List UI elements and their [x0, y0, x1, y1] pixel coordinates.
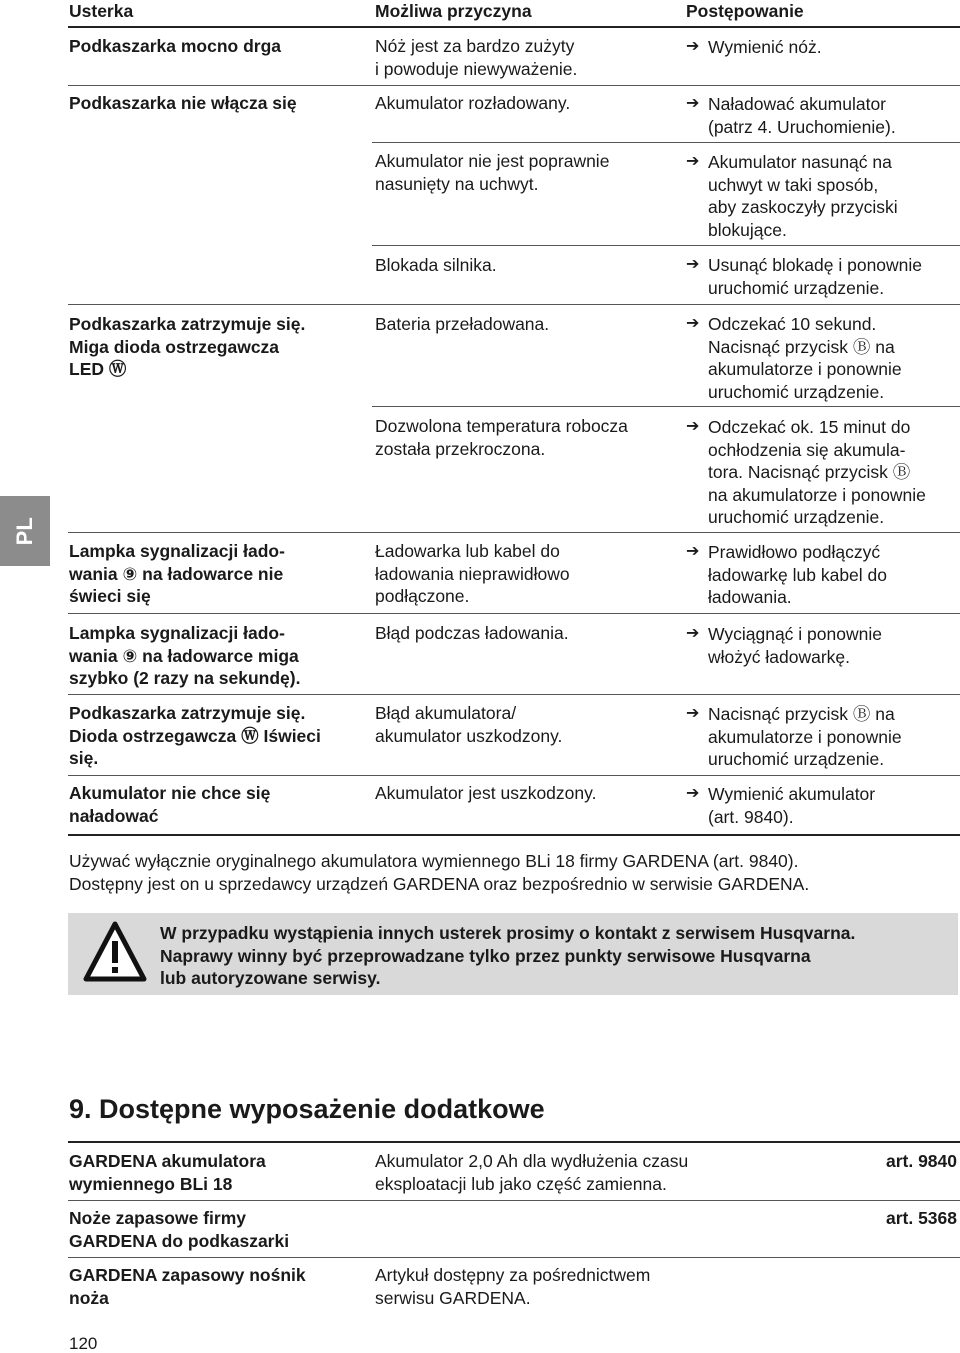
arrow-icon: ➔ [686, 95, 700, 112]
table-row-action: Odczekać ok. 15 minut do ochłodzenia się akumula- tora. Nacisnąć przycisk Ⓑ na akumulatorze i ponownie uruchomić urządzenie. [708, 417, 926, 527]
table-row-problem: Akumulator nie chce się naładować [69, 783, 271, 826]
arrow-icon: ➔ [686, 705, 700, 722]
language-tab-label: PL [11, 517, 37, 546]
row-rule [68, 532, 960, 533]
table-row-problem: Podkaszarka nie włącza się [69, 93, 297, 113]
table-row-cause: Błąd podczas ładowania. [375, 623, 569, 643]
table-row-cause: Bateria przeładowana. [375, 314, 550, 334]
header-problem: Usterka [69, 1, 134, 21]
table-row-cause: Blokada silnika. [375, 255, 497, 275]
table-row-cause: Ładowarka lub kabel do ładowania nieprawidłowo podłączone. [375, 541, 570, 606]
table-row-problem: Podkaszarka zatrzymuje się. Dioda ostrzegawcza Ⓦ Iświeci się. [69, 703, 321, 768]
warning-text: W przypadku wystąpienia innych usterek prosimy o kontakt z serwisem Husqvarna. Naprawy winny być przeprowadzane tylko przez punkty serwisowe Husqvarna lub autoryzowane serwisy. [160, 923, 856, 988]
arrow-icon: ➔ [686, 38, 700, 55]
accessory-desc: Akumulator 2,0 Ah dla wydłużenia czasu eksploatacji lub jako część zamienna. [375, 1151, 689, 1194]
arrow-icon: ➔ [686, 543, 700, 560]
table-row-cause: Akumulator rozładowany. [375, 93, 571, 113]
arrow-icon: ➔ [686, 418, 700, 435]
table-row-cause: Akumulator nie jest poprawnie nasunięty na uchwyt. [375, 151, 610, 194]
table-row-cause: Błąd akumulatora/ akumulator uszkodzony. [375, 703, 563, 746]
table-row-problem: Lampka sygnalizacji łado- wania ⑨ na ładowarce miga szybko (2 razy na sekundę). [69, 623, 301, 688]
table-row-cause: Akumulator jest uszkodzony. [375, 783, 597, 803]
accessory-name: Noże zapasowe firmy GARDENA do podkaszarki [69, 1208, 290, 1251]
row-rule [372, 142, 960, 143]
header-cause: Możliwa przyczyna [375, 1, 532, 21]
table-row-cause: Nóż jest za bardzo zużyty i powoduje niewyważenie. [375, 36, 578, 79]
arrow-icon: ➔ [686, 625, 700, 642]
table-row-action: Usunąć blokadę i ponownie uruchomić urządzenie. [708, 255, 923, 298]
arrow-icon: ➔ [686, 785, 700, 802]
accessories-top-rule [68, 1141, 960, 1143]
row-rule [68, 694, 960, 695]
table-row-action: Naładować akumulator (patrz 4. Uruchomienie). [708, 94, 896, 137]
accessory-name: GARDENA akumulatora wymiennego BLi 18 [69, 1151, 266, 1194]
row-rule [68, 1257, 960, 1258]
row-rule [372, 406, 960, 407]
arrow-icon: ➔ [686, 315, 700, 332]
row-rule [68, 304, 960, 305]
accessory-art-number: art. 9840 [885, 1151, 957, 1171]
row-rule [68, 613, 960, 614]
arrow-icon: ➔ [686, 256, 700, 273]
table-row-action: Wyciągnąć i ponownie włożyć ładowarkę. [708, 624, 882, 667]
page-number: 120 [69, 1334, 98, 1353]
row-rule [372, 245, 960, 246]
row-rule [68, 775, 960, 776]
info-paragraph: Używać wyłącznie oryginalnego akumulatora wymiennego BLi 18 firmy GARDENA (art. 9840). Dostępny jest on u sprzedawcy urządzeń GARDENA oraz bezpośrednio w serwisie GARDENA. [69, 851, 810, 894]
header-action: Postępowanie [686, 1, 804, 21]
warning-triangle-icon [82, 919, 148, 985]
accessory-art-number: art. 5368 [885, 1208, 957, 1228]
row-rule [68, 1200, 960, 1201]
accessory-desc: Artykuł dostępny za pośrednictwem serwisu GARDENA. [375, 1265, 651, 1308]
table-row-action: Prawidłowo podłączyć ładowarkę lub kabel do ładowania. [708, 542, 888, 607]
table-row-action: Nacisnąć przycisk Ⓑ na akumulatorze i ponownie uruchomić urządzenie. [708, 704, 902, 769]
section-title: 9. Dostępne wyposażenie dodatkowe [69, 1094, 545, 1124]
table-row-action: Wymienić akumulator (art. 9840). [708, 784, 876, 827]
table-row-problem: Podkaszarka zatrzymuje się. Miga dioda ostrzegawcza LED Ⓦ [69, 314, 306, 379]
language-tab [0, 496, 50, 566]
row-rule [68, 85, 960, 86]
warning-box [68, 913, 958, 995]
header-rule [68, 26, 960, 28]
arrow-icon: ➔ [686, 153, 700, 170]
table-row-problem: Podkaszarka mocno drga [69, 36, 282, 56]
table-row-action: Wymienić nóż. [708, 37, 822, 57]
table-bottom-rule [68, 834, 960, 836]
table-row-action: Odczekać 10 sekund. Nacisnąć przycisk Ⓑ na akumulatorze i ponownie uruchomić urządzenie. [708, 314, 902, 402]
accessory-name: GARDENA zapasowy nośnik noża [69, 1265, 306, 1308]
table-row-problem: Lampka sygnalizacji łado- wania ⑨ na ładowarce nie świeci się [69, 541, 285, 606]
table-row-action: Akumulator nasunąć na uchwyt w taki sposób, aby zaskoczyły przyciski blokujące. [708, 152, 898, 240]
table-row-cause: Dozwolona temperatura robocza została przekroczona. [375, 416, 628, 459]
